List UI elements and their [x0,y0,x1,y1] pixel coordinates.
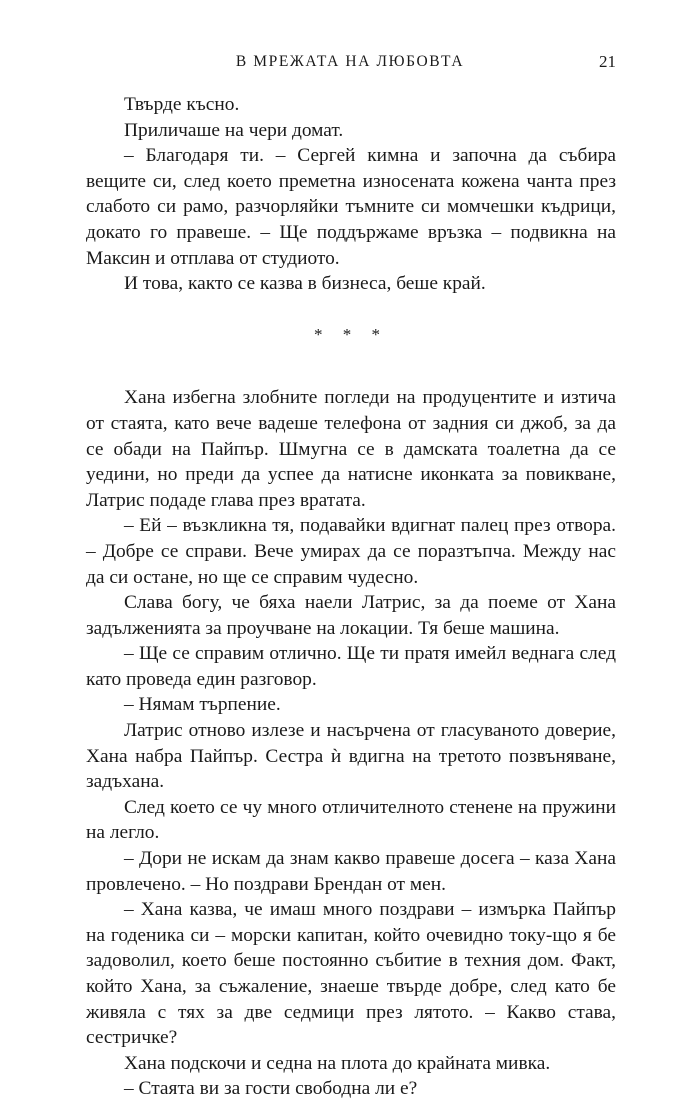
paragraph: – Хана казва, че имаш много поздрави – измърка Пайпър на годеника си – морски капитан, който очевидно току-що я бе задоволил, което беше постоянно събитие в техния дом. Факт, който Хана, за съжаление, знаеше твърде добре, след като бе живяла с тях за две седмици през лятото. – Какво става, сестричке? [86,899,616,1049]
paragraph: Хана подскочи и седна на плота до крайната мивка. [124,1052,551,1074]
paragraph: Хана избегна злобните погледи на продуцентите и изтича от стаята, като вече вадеше телефона от задния си джоб, за да се обади на Пайпър. Шмугна се в дамската тоалетна да се уедини, но преди да успее да натисне иконката за повикване, Латрис подаде глава през вратата. [86,387,616,511]
paragraph: – Ще се справим отлично. Ще ти пратя имейл веднага след като проведа един разговор. [86,643,616,690]
book-title: В МРЕЖАТА НА ЛЮБОВТА [235,53,465,70]
paragraph: – Стаята ви за гости свободна ли е? [124,1078,418,1100]
paragraph: Твърде късно. [124,94,240,115]
body-text [86,92,616,1102]
paragraph: – Нямам търпение. [124,694,281,716]
paragraph: И това, както се казва в бизнеса, беше край. [124,273,486,295]
paragraph: – Ей – възкликна тя, подавайки вдигнат палец през отвора. – Добре се справи. Вече умирах да се поразтъпча. Между нас да си остане, но ще се справим чудесно. [86,515,616,588]
page-number: 21 [599,52,616,71]
running-header [0,50,700,74]
paragraph: – Дори не искам да знам какво правеше досега – каза Хана провлечено. – Но поздрави Брендан от мен. [86,848,616,895]
paragraph: Слава богу, че бяха наели Латрис, за да поеме от Хана задълженията за проучване на локации. Тя беше машина. [86,592,616,639]
paragraph: Приличаше на чери домат. [124,119,344,141]
paragraph: След което се чу много отличителното стенене на пружини на легло. [86,796,616,844]
scene-break: * * * [314,324,388,344]
paragraph: – Благодаря ти. – Сергей кимна и започна да събира вещите си, след което преметна износената кожена чанта през слабото си рамо, разчорляйки тъмните си момчешки къдрици, докато го правеше. – Ще поддържаме връзка – подвикна на Максин и отплава от студиото. [86,145,616,269]
paragraph: Латрис отново излезе и насърчена от гласуваното доверие, Хана набра Пайпър. Сестра ѝ вдигна на третото позвъняване, задъхана. [86,720,616,793]
